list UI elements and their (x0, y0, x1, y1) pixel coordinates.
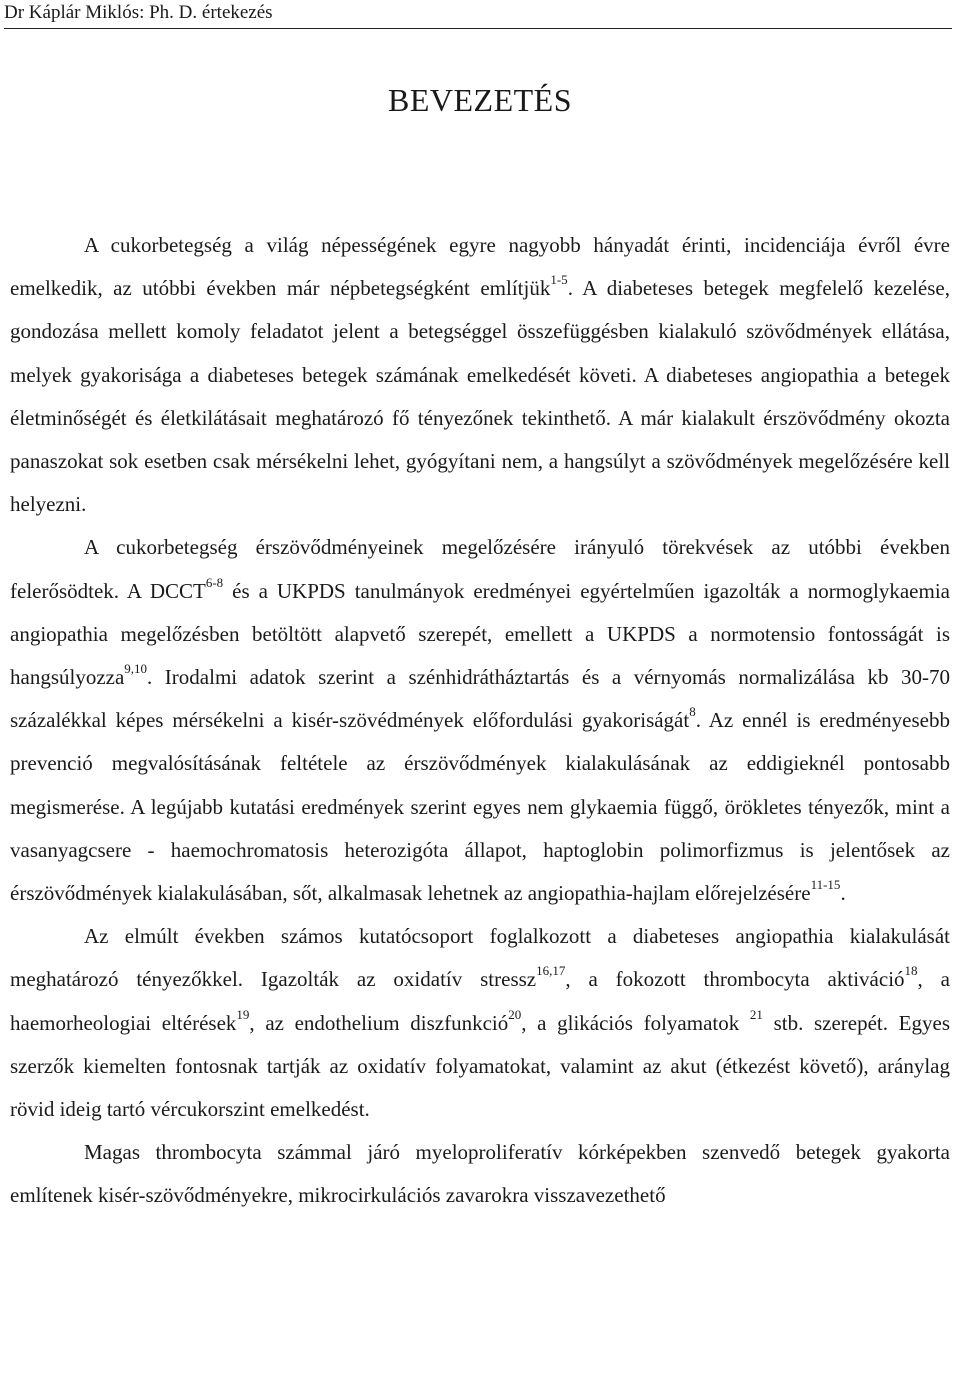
citation-ref: 6-8 (205, 574, 224, 590)
paragraph-4 (10, 1131, 950, 1217)
text-run: , a fokozott thrombocyta aktiváció (565, 967, 905, 992)
text-run: Magas thrombocyta számmal járó myeloproliferatív kórképekben szenvedő betegek gyakorta említenek kisér-szövődményekre, mikrocirkulációs zavarokra visszavezethető (10, 1140, 950, 1208)
citation-ref: 8 (689, 704, 696, 720)
running-header: Dr Káplár Miklós: Ph. D. értekezés (4, 2, 952, 29)
text-run: , a glikációs folyamatok (521, 1010, 750, 1035)
page-title: BEVEZETÉS (387, 82, 573, 118)
text-run: , az endothelium diszfunkció (249, 1010, 509, 1035)
paragraph-1 (10, 224, 950, 526)
text-run: . A diabeteses betegek megfelelő kezelése, gondozása mellett komoly feladatot jelent a betegséggel összefüggésben kialakuló szövődmények ellátása, melyek gyakorisága a diabeteses betegek számának emelkedését követi. A diabeteses angiopathia a betegek életminőségét és életkilátásait meghatározó fő tényezőnek tekinthető. A már kialakult érszövődmény okozta panaszokat sok esetben csak mérsékelni lehet, gyógyítani nem, a hangsúlyt a szövődmények megelőzésére kell helyezni. (10, 276, 951, 517)
citation-ref: 19 (236, 1006, 250, 1022)
text-run: stb. szerepét. Egyes szerzők kiemelten fontosnak tartják az oxidatív folyamatokat, valamint az akut (étkezést követő), aránylag rövid ideig tartó vércukorszint emelkedést. (10, 1010, 950, 1122)
paragraph-3 (10, 915, 950, 1131)
citation-ref: 11-15 (810, 877, 841, 893)
text-run: A cukorbetegség a világ népességének egyre nagyobb hányadát érinti, incidenciája évről évre emelkedik, az utóbbi években már népbetegségként említjük (10, 233, 950, 301)
paragraph-2 (10, 526, 950, 915)
citation-ref: 18 (904, 963, 918, 979)
citation-ref: 9,10 (124, 661, 148, 677)
text-run: és a UKPDS tanulmányok eredményei egyértelműen igazolták a normoglykaemia angiopathia megelőzésben betöltött alapvető szerepét, emellett a UKPDS a normotensio fontosságát is hangsúlyozza (10, 578, 950, 690)
citation-ref: 1-5 (550, 272, 568, 288)
citation-ref: 16,17 (536, 963, 566, 979)
text-run: A cukorbetegség érszövődményeinek megelőzésére irányuló törekvések az utóbbi években felerősödtek. A DCCT (10, 535, 950, 603)
body-text (10, 224, 950, 1218)
text-run: . Irodalmi adatok szerint a szénhidrátháztartás és a vérnyomás normalizálása kb 30-70 százalékkal képes mérsékelni a kisér-szövédmények előfordulási gyakoriságát (10, 665, 950, 733)
text-run: , a haemorheologiai eltérések (10, 967, 950, 1035)
text-run: . (840, 881, 846, 906)
citation-ref: 20 (508, 1006, 522, 1022)
text-run: Az elmúlt években számos kutatócsoport foglalkozott a diabeteses angiopathia kialakulását meghatározó tényezőkkel. Igazolták az oxidatív stressz (10, 924, 950, 992)
text-run: . Az ennél is eredményesebb prevenció megvalósításának feltétele az érszövődmények kialakulásának az eddigieknél pontosabb megismerése. A legújabb kutatási eredmények szerint egyes nem glykaemia függő, örökletes tényezők, mint a vasanyagcsere - haemochromatosis heterozigóta állapot, haptoglobin polimorfizmus is jelentősek az érszövődmények kialakulásában, sőt, alkalmasak lehetnek az angiopathia-hajlam előrejelzésére (10, 708, 950, 906)
citation-ref: 21 (749, 1006, 763, 1022)
